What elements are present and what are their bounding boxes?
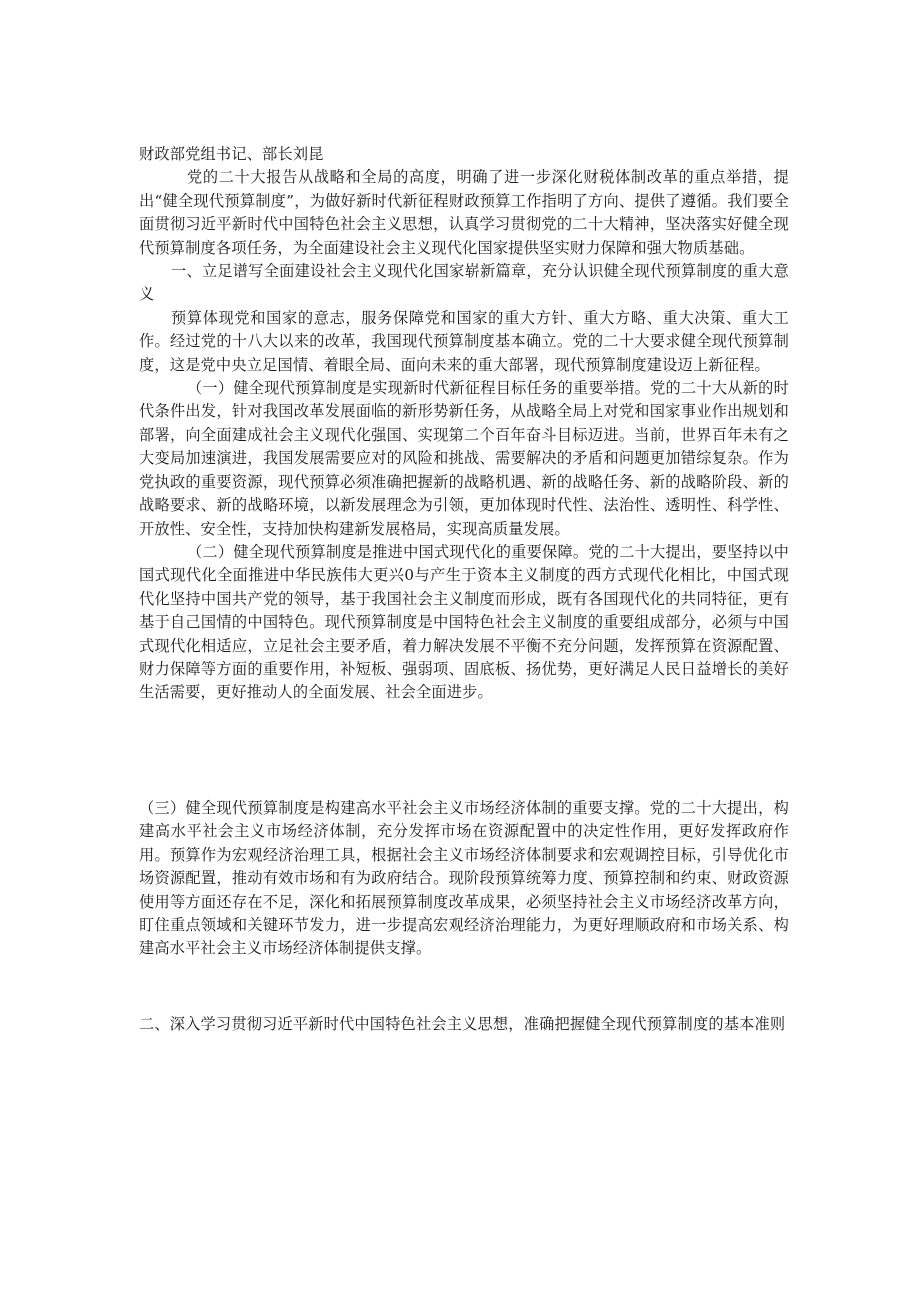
section2-heading: 二、深入学习贯彻习近平新时代中国特色社会主义思想，准确把握健全现代预算制度的基本准则: [139, 1015, 786, 1033]
section1-paragraph: 预算体现党和国家的意志，服务保障党和国家的重大方针、重大方略、重大决策、重大工作。经过党的十八大以来的改革，我国现代预算制度基本确立。党的二十大要求健全现代预算制度，这是党中央立足国情、着眼全局、面向未来的重大部署，现代预算制度建设迈上新征程。: [139, 308, 789, 374]
document-block-bottom: [139, 1013, 789, 1036]
section1-heading: 一、立足谱写全面建设社会主义现代化国家崭新篇章，充分认识健全现代预算制度的重大意义: [139, 262, 789, 304]
document-block-middle: [139, 797, 789, 961]
subsection1-paragraph: （一）健全现代预算制度是实现新时代新征程目标任务的重要举措。党的二十大从新的时代条件出发，针对我国改革发展面临的新形势新任务，从战略全局上对党和国家事业作出规划和部署，向全面建成社会主义现代化强国、实现第二个百年奋斗目标迈进。当前，世界百年未有之大变局加速演进，我国发展需要应对的风险和挑战、需要解决的矛盾和问题更加错综复杂。作为党执政的重要资源，现代预算必须准确把握新的战略机遇、新的战略任务、新的战略阶段、新的战略要求、新的战略环境，以新发展理念为引领，更加体现时代性、法治性、透明性、科学性、开放性、安全性，支持加快构建新发展格局，实现高质量发展。: [139, 379, 789, 538]
intro-paragraph: 党的二十大报告从战略和全局的高度，明确了进一步深化财税体制改革的重点举措，提出“健全现代预算制度”，为做好新时代新征程财政预算工作指明了方向、提供了遵循。我们要全面贯彻习近平新时代中国特色社会主义思想，认真学习贯彻党的二十大精神，坚决落实好健全现代预算制度各项任务，为全面建设社会主义现代化国家提供坚实财力保障和强大物质基础。: [139, 168, 789, 257]
subsection3-paragraph: （三）健全现代预算制度是构建高水平社会主义市场经济体制的重要支撑。党的二十大提出，构建高水平社会主义市场经济体制，充分发挥市场在资源配置中的决定性作用，更好发挥政府作用。预算作为宏观经济治理工具，根据社会主义市场经济体制要求和宏观调控目标，引导优化市场资源配置，推动有效市场和有为政府结合。现阶段预算统筹力度、预算控制和约束、财政资源使用等方面还存在不足，深化和拓展预算制度改革成果，必须坚持社会主义市场经济改革方向，盯住重点领域和关键环节发力，进一步提高宏观经济治理能力，为更好理顺政府和市场关系、构建高水平社会主义市场经济体制提供支撑。: [139, 799, 789, 958]
subsection2-paragraph: （二）健全现代预算制度是推进中国式现代化的重要保障。党的二十大提出，要坚持以中国式现代化全面推进中华民族伟大更兴0与产生于资本主义制度的西方式现代化相比，中国式现代化坚持中国共产党的领导，基于我国社会主义制度而形成，既有各国现代化的共同特征，更有基于自己国情的中国特色。现代预算制度是中国特色社会主义制度的重要组成部分，必须与中国式现代化相适应，立足社会主要矛盾，着力解决发展不平衡不充分问题，发挥预算在资源配置、财力保障等方面的重要作用，补短板、强弱项、固底板、扬优势，更好满足人民日益增长的美好生活需要，更好推动人的全面发展、社会全面进步。: [139, 542, 789, 702]
document-block-top: [139, 143, 789, 705]
author-line: 财政部党组书记、部长刘昆: [139, 145, 324, 163]
